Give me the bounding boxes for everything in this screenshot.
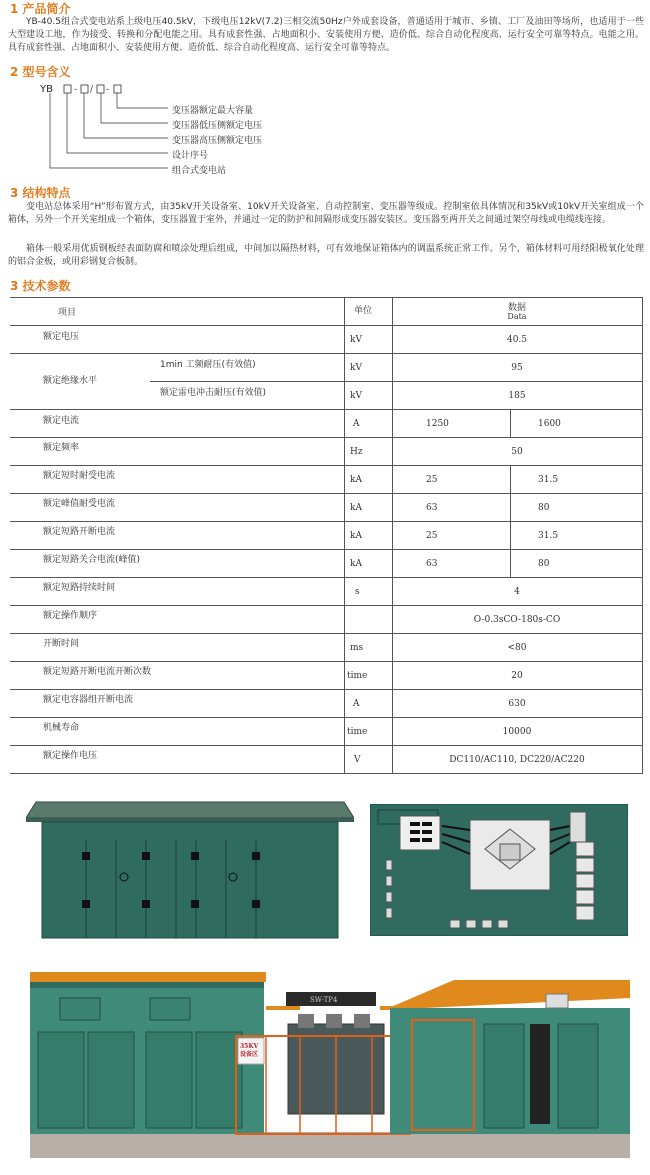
- row-value: 95: [511, 363, 523, 373]
- hinge-icon: [82, 852, 90, 860]
- row-item: 开断时间: [43, 639, 80, 649]
- svg-text:-: -: [74, 85, 78, 95]
- row-value: 20: [511, 671, 523, 681]
- row-item: 额定峰值耐受电流: [43, 499, 116, 509]
- row-unit: time: [347, 671, 368, 681]
- hinge-icon: [252, 852, 260, 860]
- section-title-model: 2 型号含义: [10, 65, 71, 79]
- section-title-structure: 3 结构特点: [10, 186, 71, 200]
- row-unit: kV: [350, 335, 362, 345]
- hinge-icon: [191, 900, 199, 908]
- intro-paragraph: YB-40.5组合式变电站系上级电压40.5kV，下级电压12kV(7.2)三相交流50Hz户外成套设备，普通适用于城市、乡镇、工厂及油田等场所，也适用于一些大型建设工地，作为接受、转换和分配电能之用。具有成套性强、占地面积小、安装使用方便、造价低、综合自动化程度高、运行安全可靠等特点。电能之用。具有成套性强、占地面积小、安装使用方便、造价低、综合自动化程度高、运行安全可靠等特点。: [8, 17, 644, 53]
- row-value-1: 63: [426, 503, 438, 513]
- row-unit: V: [354, 755, 361, 765]
- structure-paragraph-2: 箱体一般采用优质钢板经表面防腐和喷涂处理后组成，中间加以隔热材料，可有效地保证箱体内的调温系统正常工作。另个，箱体材料可用经阳极氧化处理的铝合金板，或用彩钢复合板制。: [8, 244, 644, 267]
- col-header-data: 数据: [507, 303, 526, 313]
- row-value: 185: [508, 391, 526, 401]
- hinge-icon: [191, 852, 199, 860]
- row-value: <80: [507, 643, 527, 653]
- model-label-hv: 变压器高压侧额定电压: [172, 136, 263, 146]
- model-diagram: [40, 80, 180, 180]
- row-value: 50: [511, 447, 523, 457]
- row-value: DC110/AC110, DC220/AC220: [449, 755, 585, 765]
- row-item: 额定短路开断电流开断次数: [43, 667, 152, 677]
- col-header-unit: 单位: [354, 306, 373, 316]
- row-subitem-power-freq: 1min 工频耐压(有效值): [160, 360, 256, 370]
- hinge-icon: [82, 900, 90, 908]
- transformer-plate: SW-TP4: [310, 996, 338, 1004]
- row-subitem-lightning: 额定雷电冲击耐压(有效值): [160, 388, 267, 398]
- row-item: 额定频率: [43, 443, 80, 453]
- row-item: 机械寿命: [43, 723, 80, 733]
- row-unit: kA: [350, 559, 362, 569]
- sign-35kv: 35KV 设备区: [240, 1043, 259, 1058]
- section-title-intro: 1 产品简介: [10, 2, 71, 16]
- model-box-3: [97, 85, 104, 93]
- row-value-2: 31.5: [538, 475, 559, 485]
- row-unit: kA: [350, 531, 362, 541]
- model-label-type: 组合式变电站: [172, 166, 227, 176]
- row-value-1: 25: [426, 531, 438, 541]
- row-value: 4: [514, 587, 520, 597]
- row-unit: time: [347, 727, 368, 737]
- model-label-lv: 变压器低压侧额定电压: [172, 121, 263, 131]
- row-unit: kV: [350, 391, 362, 401]
- model-label-design: 设计序号: [172, 151, 209, 161]
- row-item: 额定操作顺序: [43, 611, 98, 621]
- model-box-4: [114, 85, 121, 93]
- row-unit: kA: [350, 475, 362, 485]
- row-item: 额定电压: [43, 332, 80, 342]
- row-item-insulation: 额定绝缘水平: [43, 376, 98, 386]
- params-table: [10, 297, 642, 775]
- row-unit: A: [353, 699, 360, 709]
- row-value-2: 1600: [538, 419, 561, 429]
- row-value: 10000: [502, 727, 532, 737]
- row-unit: A: [353, 419, 360, 429]
- row-item: 额定短时耐受电流: [43, 471, 116, 481]
- model-code: YB: [40, 84, 53, 95]
- substation-plan-view: [370, 804, 628, 936]
- row-unit: kV: [350, 363, 362, 373]
- row-value-1: 63: [426, 559, 438, 569]
- model-box-2: [81, 85, 88, 93]
- svg-text:-: -: [106, 85, 110, 95]
- row-value: 40.5: [506, 335, 528, 345]
- row-item: 额定短路开断电流: [43, 527, 116, 537]
- row-value-2: 80: [538, 559, 550, 569]
- row-unit: ms: [350, 643, 364, 653]
- row-value-2: 80: [538, 503, 550, 513]
- row-unit: Hz: [350, 447, 363, 457]
- substation-photo: [30, 968, 630, 1158]
- row-item: 额定电流: [43, 416, 80, 426]
- hinge-icon: [142, 900, 150, 908]
- row-item: 额定电容器组开断电流: [43, 695, 134, 705]
- row-unit: s: [355, 587, 360, 597]
- hinge-icon: [252, 900, 260, 908]
- col-header-item: 项目: [58, 308, 77, 318]
- model-label-capacity: 变压器额定最大容量: [172, 106, 254, 116]
- row-unit: kA: [350, 503, 362, 513]
- row-value-2: 31.5: [538, 531, 559, 541]
- row-item: 额定短路关合电流(峰值): [43, 555, 141, 565]
- model-box-1: [64, 85, 71, 93]
- row-item: 额定操作电压: [43, 751, 98, 761]
- row-value: O-0.3sCO-180s-CO: [473, 615, 561, 625]
- structure-paragraph-1: 变电站总体采用“H”形布置方式，由35kV开关设备室、10kV开关设备室、自动控制室、变压器等级成。控制室依具体情况和35kV或10kV开关室组成一个箱体，另外一个开关室组成一个箱体，变压器置于室外，并通过一定的防护和间隔形成变压器安装区。变压器至两开关之间通过架空母线或电缆线连接。: [8, 202, 644, 225]
- substation-front-elevation: [26, 800, 354, 940]
- svg-text:/: /: [90, 85, 94, 95]
- row-value: 630: [508, 699, 526, 709]
- hinge-icon: [142, 852, 150, 860]
- section-title-params: 3 技术参数: [10, 279, 71, 293]
- col-header-data-en: Data: [507, 312, 527, 321]
- row-item: 额定短路持续时间: [43, 583, 116, 593]
- row-value-1: 1250: [426, 419, 449, 429]
- row-value-1: 25: [426, 475, 438, 485]
